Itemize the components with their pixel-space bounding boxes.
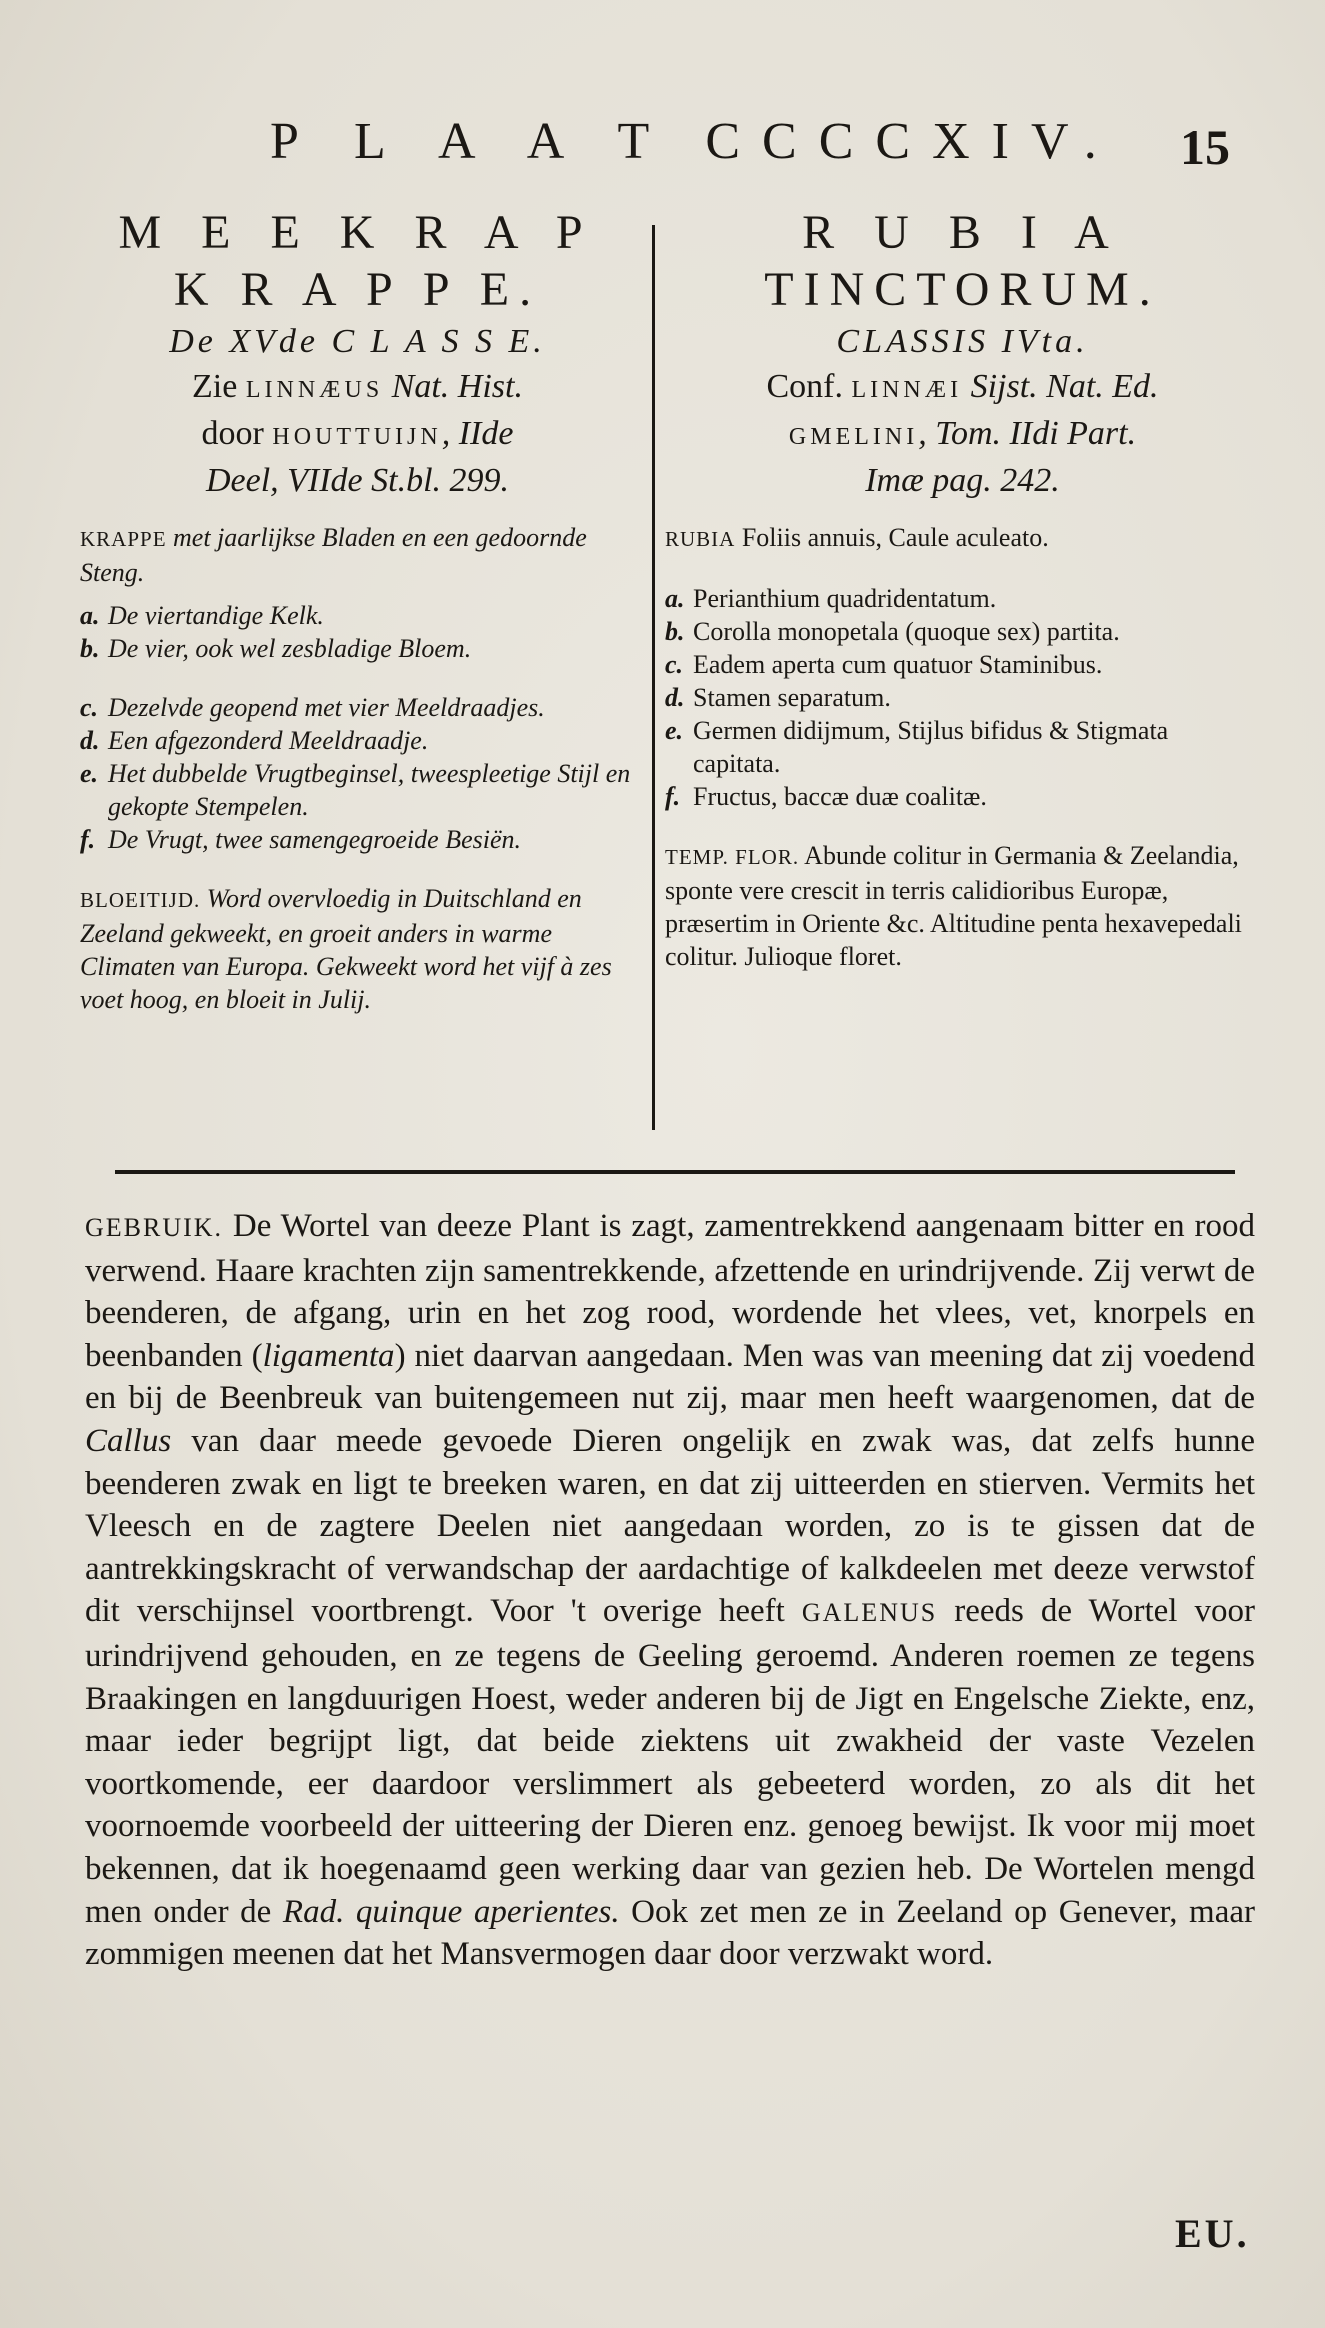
latin-plant-epithet: TINCTORUM. xyxy=(764,263,1161,316)
ref-text: Zie xyxy=(192,368,246,405)
body-text: reeds de Wortel voor urindrijvend gehouden, en ze tegens de Geeling geroemd. Anderen roemen ze tegens Braakingen en langduurigen Hoest, weder anderen bij de Jigt en Engelsche Ziekte, enz, maar ieder begrijpt ligt, dat beide ziektens uit zwakheid der vaste Vezelen voortkomende, eer daardoor verslimmert als gebeeterd worden, zo als dit het voornoemde voorbeeld der uitteering der Dieren enz. genoeg bewijst. Ik voor mij moet bekennen, dat ik hoegenaamd geen werking daar van gezien heb. De Wortelen mengd men onder de xyxy=(85,1593,1255,1930)
list-item: a. De viertandige Kelk. xyxy=(80,601,324,630)
ref-author: HOUTTUIJN xyxy=(272,424,442,450)
usage-paragraph xyxy=(85,1205,1255,1976)
latin-reference xyxy=(665,365,1260,503)
ref-author: LINNÆUS xyxy=(245,377,384,403)
body-italic: ligamenta xyxy=(262,1337,395,1374)
plate-title: P L A A T CCCCXIV. xyxy=(270,113,1119,170)
ref-text: door xyxy=(201,415,273,452)
body-italic: Rad. quinque aperientes. xyxy=(282,1893,620,1930)
ref-author: LINNÆI xyxy=(851,377,963,403)
dutch-plant-name: M E E K R A P xyxy=(118,206,597,259)
ref-text: , IIde xyxy=(441,415,514,452)
desc-label: KRAPPE xyxy=(80,527,167,551)
bloom-label: BLOEITIJD. xyxy=(80,888,201,912)
latin-bloom-time xyxy=(665,839,1260,973)
body-text: van daar meede gevoede Dieren ongelijk en zwak was, dat zelfs hunne beenderen zwak en ligt te breeken waren, en dat zij uitteerden en stierven. Vermits het Vleesch en de zagtere Deelen niet aangedaan worden, zo is te gissen dat de aantrekkingskracht of verwandschap der aardachtige of kalkdeelen met deeze verwstof dit verschijnsel voortbrengt. Voor 't overige heeft xyxy=(85,1422,1255,1630)
list-item: f. De Vrugt, twee samengegroeide Besiën. xyxy=(80,825,521,854)
bloom-text: Abunde colitur in Germania & Zeelandia, sponte vere crescit in terris calidioribus Europæ, præsertim in Oriente &c. Altitudine penta hexavepedali colitur. Julioque floret. xyxy=(665,841,1242,971)
ref-text: , Tom. IIdi Part. xyxy=(918,415,1137,452)
list-item: f. Fructus, baccæ duæ coalitæ. xyxy=(665,782,987,811)
ref-text: Conf. xyxy=(766,368,852,405)
dutch-plant-alt-name: K R A P P E. xyxy=(173,263,542,316)
body-italic: Callus xyxy=(85,1422,172,1459)
ref-author: GMELINI xyxy=(788,424,919,450)
latin-column xyxy=(665,205,1260,973)
dutch-description xyxy=(80,521,635,1016)
list-item: c. Dezelvde geopend met vier Meeldraadjes. xyxy=(80,693,545,722)
body-text: De Wortel van deeze Plant is zagt, zamentrekkend aangenaam bitter en rood verwend. Haare krachten zijn samentrekkende, afzettende en urindrijvende. Zij verwt de beenderen, de afgang, urin en het zog rood, wordende het vlees, vet, knorpels en beenbanden ( xyxy=(85,1208,1255,1374)
list-item: e. Germen didijmum, Stijlus bifidus & Stigmata capitata. xyxy=(665,716,1169,778)
list-item: c. Eadem aperta cum quatuor Staminibus. xyxy=(665,650,1103,679)
list-item: b. De vier, ook wel zesbladige Bloem. xyxy=(80,634,472,663)
latin-plant-name: R U B I A xyxy=(802,206,1123,259)
ref-text: Deel, VIIde St.bl. 299. xyxy=(205,462,510,499)
desc-label: RUBIA xyxy=(665,527,736,551)
desc-text: met jaarlijkse Bladen en een gedoornde Steng. xyxy=(80,523,587,587)
ref-text: Imæ pag. 242. xyxy=(865,462,1060,499)
dutch-reference xyxy=(80,365,635,503)
catchword: EU. xyxy=(1175,2211,1250,2256)
column-divider xyxy=(652,225,655,1130)
dutch-class: De XVde C L A S S E. xyxy=(169,323,546,360)
list-item: a. Perianthium quadridentatum. xyxy=(665,584,997,613)
list-item: d. Een afgezonderd Meeldraadje. xyxy=(80,726,429,755)
ref-text: Sijst. Nat. Ed. xyxy=(962,368,1159,405)
dutch-bloom-time xyxy=(80,882,635,1016)
horizontal-rule xyxy=(115,1170,1235,1174)
author-name: GALENUS xyxy=(801,1598,938,1628)
list-item: e. Het dubbelde Vrugtbeginsel, tweespleetige Stijl en gekopte Stempelen. xyxy=(80,759,631,821)
list-item: d. Stamen separatum. xyxy=(665,683,891,712)
ref-text: Nat. Hist. xyxy=(383,368,523,405)
bloom-text: Word overvloedig in Duitschland en Zeeland gekweekt, en groeit anders in warme Climaten van Europa. Gekweekt word het vijf à zes voet hoog, en bloeit in Julij. xyxy=(80,884,612,1014)
body-text: ) niet daarvan aangedaan. Men was van meening dat zij voedend en bij de Beenbreuk van buitengemeen nut zij, maar men heeft waargenomen, dat de xyxy=(85,1337,1256,1417)
desc-text: Foliis annuis, Caule aculeato. xyxy=(735,523,1049,552)
page-number: 15 xyxy=(1180,119,1230,175)
dutch-column xyxy=(80,205,635,1016)
list-item: b. Corolla monopetala (quoque sex) partita. xyxy=(665,617,1120,646)
usage-heading: GEBRUIK. xyxy=(85,1213,224,1242)
latin-description xyxy=(665,521,1260,973)
body-text: Ook zet men ze in Zeeland op Genever, maar zommigen meenen dat het Mansvermogen daar door verzwakt word. xyxy=(85,1893,1256,1973)
latin-class: CLASSIS IVta. xyxy=(836,323,1089,360)
bloom-label: TEMP. FLOR. xyxy=(665,845,800,869)
